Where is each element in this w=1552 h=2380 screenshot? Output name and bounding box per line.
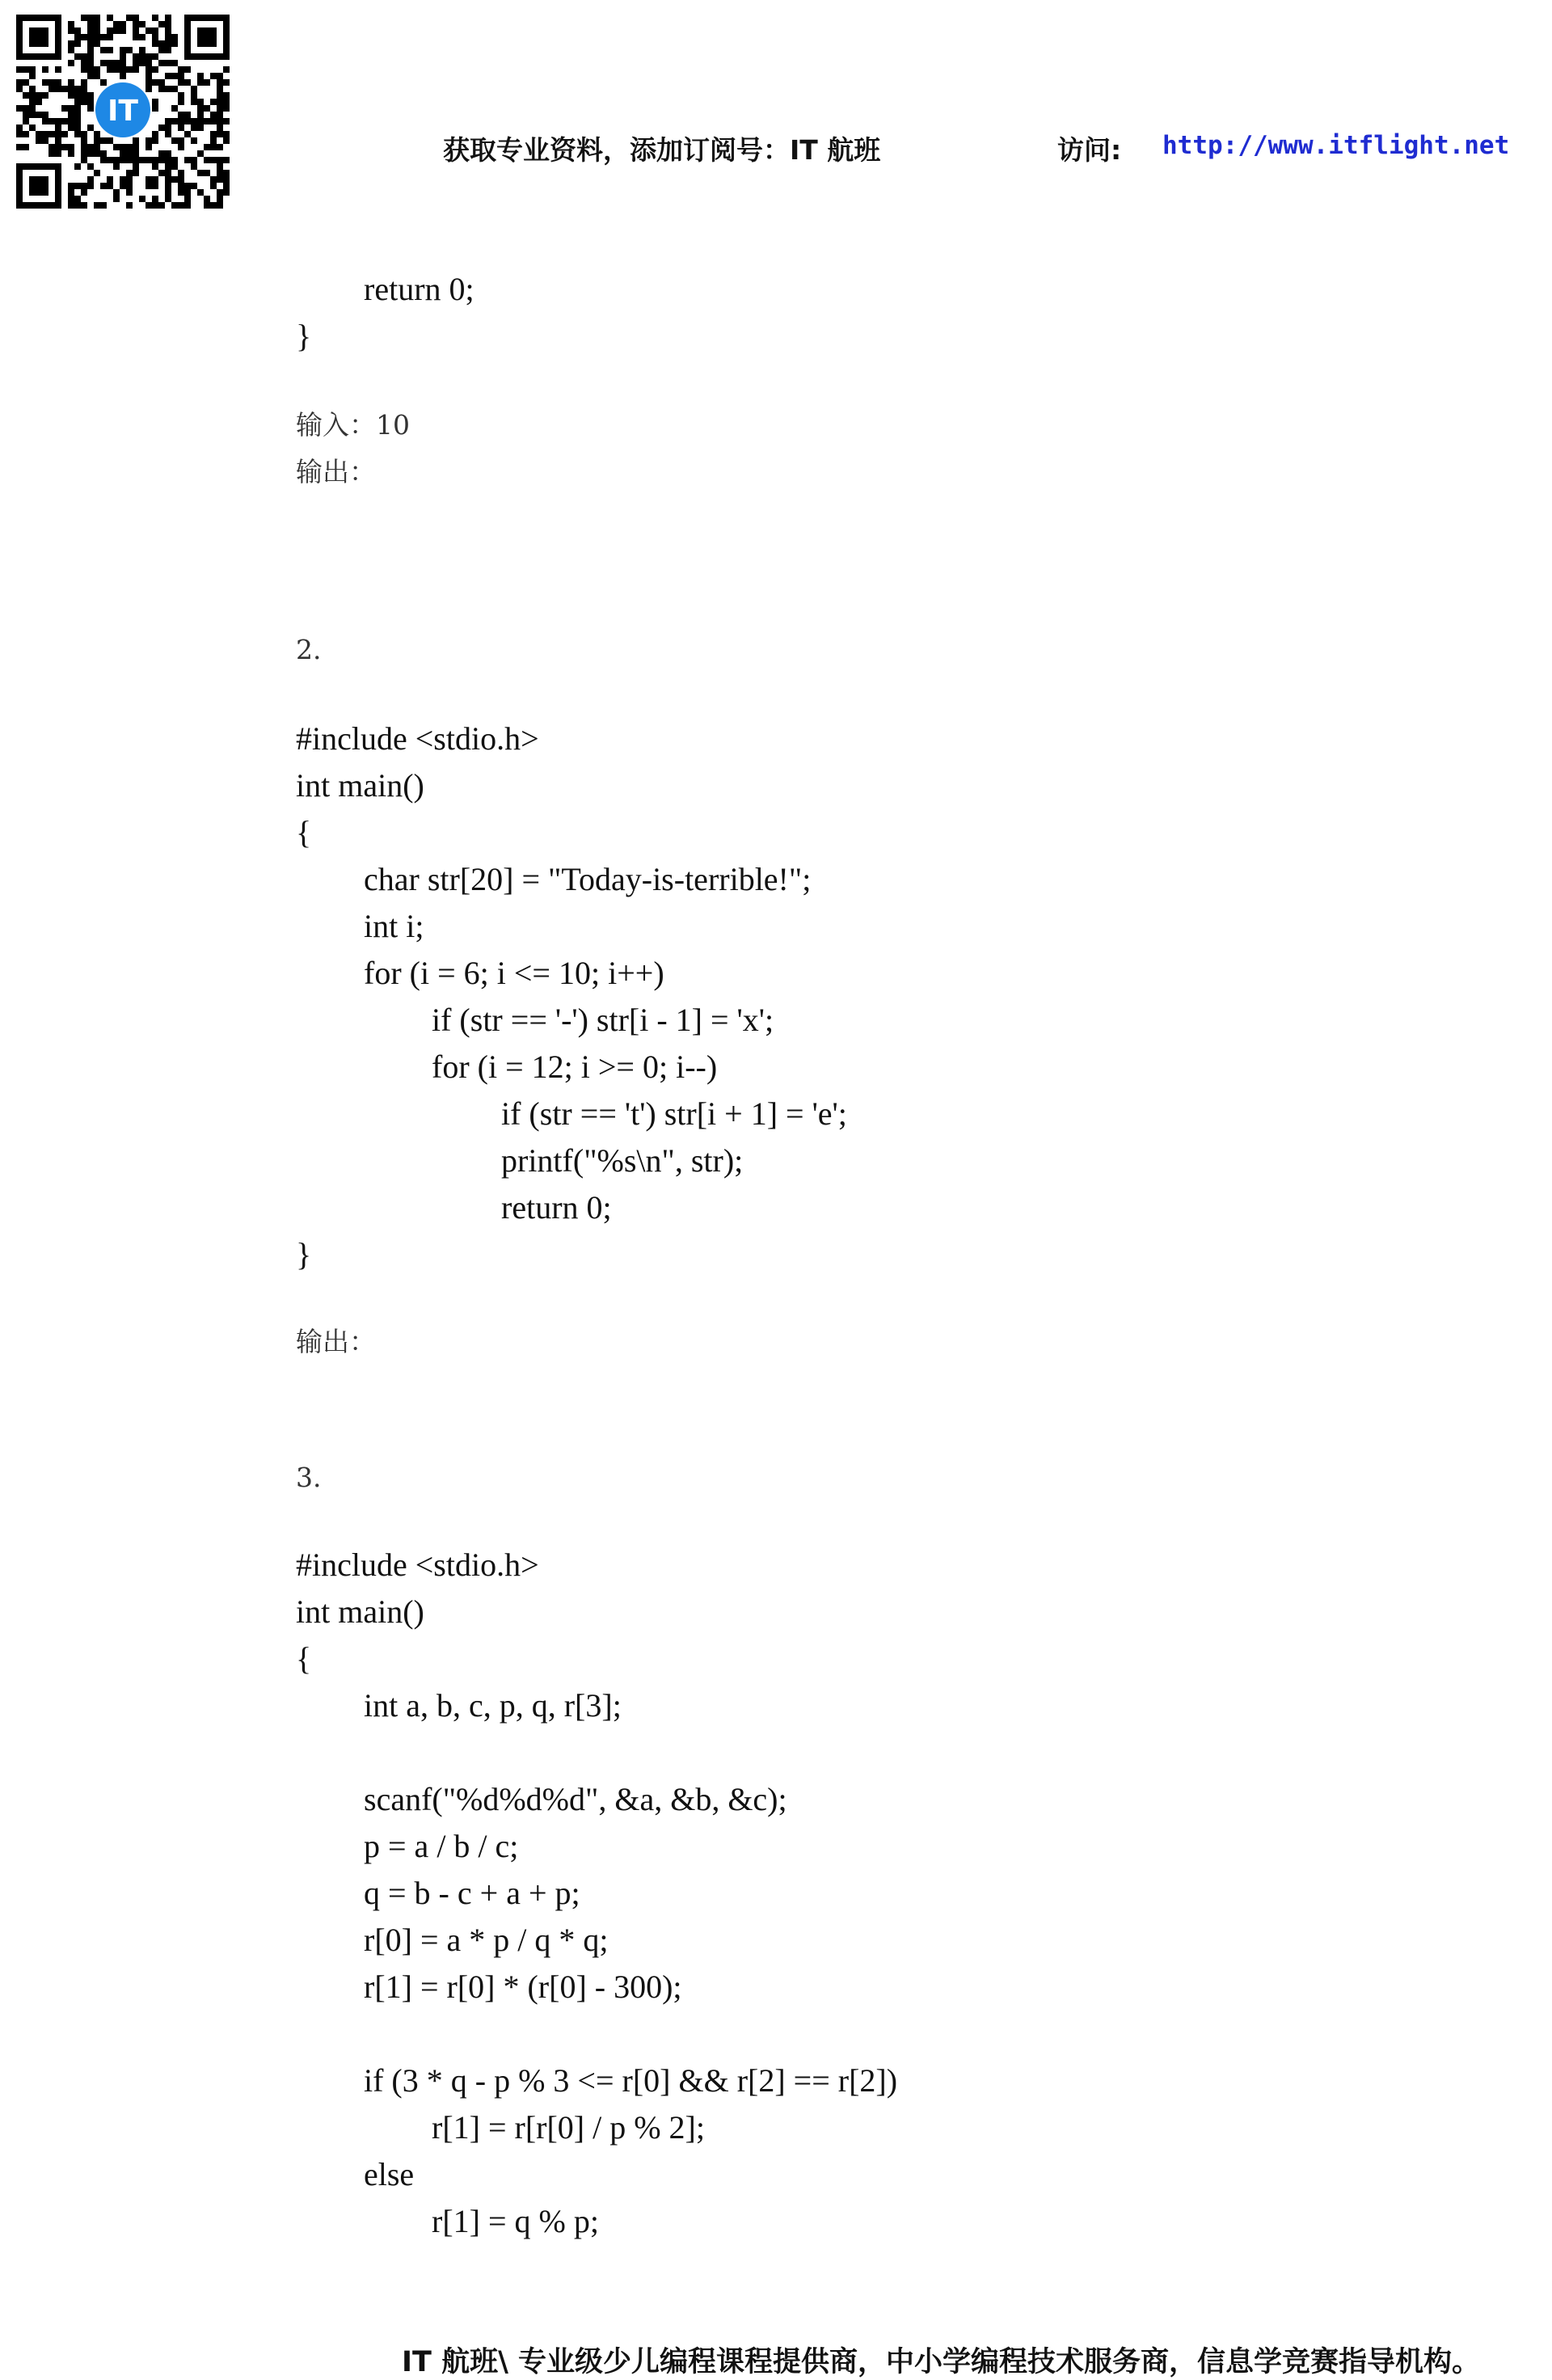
- footer-text: IT 航班\ 专业级少儿编程课程提供商，中小学编程技术服务商，信息学竞赛指导机构。: [402, 2346, 1481, 2378]
- code-line: int a, b, c, p, q, r[3];: [364, 1687, 622, 1724]
- code-line: }: [296, 1236, 312, 1272]
- code-line: }: [296, 318, 312, 354]
- qr-logo-text: IT: [108, 95, 138, 128]
- code-line: #include <stdio.h>: [296, 720, 539, 757]
- code-line: return 0;: [364, 271, 474, 307]
- output-label: 输出：: [296, 1326, 376, 1357]
- output-label: 输出：: [296, 456, 376, 487]
- code-line: r[1] = r[r[0] / p % 2];: [432, 2109, 705, 2146]
- header-visit-label: 访问:: [1057, 134, 1122, 166]
- input-label: 输入：10: [296, 409, 410, 441]
- code-line: r[0] = a * p / q * q;: [364, 1922, 609, 1958]
- code-line: {: [296, 814, 312, 850]
- header-url-link[interactable]: http://www.itflight.net: [1162, 131, 1510, 160]
- code-line: int main(): [296, 767, 424, 804]
- code-line: else: [364, 2156, 415, 2192]
- code-line: for (i = 12; i >= 0; i--): [432, 1049, 718, 1085]
- code-line: int i;: [364, 908, 424, 944]
- code-line: if (3 * q - p % 3 <= r[0] && r[2] == r[2]): [364, 2062, 898, 2099]
- code-line: char str[20] = "Today-is-terrible!";: [364, 861, 812, 897]
- code-line: return 0;: [501, 1189, 612, 1226]
- code-line: scanf("%d%d%d", &a, &b, &c);: [364, 1781, 787, 1817]
- code-line: q = b - c + a + p;: [364, 1875, 580, 1911]
- code-line: r[1] = q % p;: [432, 2203, 599, 2239]
- code-line: if (str == '-') str[i - 1] = 'x';: [432, 1002, 774, 1038]
- header-subscribe-text: 获取专业资料，添加订阅号：IT 航班: [443, 134, 881, 166]
- code-line: #include <stdio.h>: [296, 1547, 539, 1583]
- code-line: for (i = 6; i <= 10; i++): [364, 955, 664, 991]
- code-line: {: [296, 1640, 312, 1677]
- question-number-2: 2.: [296, 634, 322, 665]
- code-line: if (str == 't') str[i + 1] = 'e';: [501, 1095, 847, 1132]
- code-line: int main(): [296, 1593, 424, 1630]
- code-line: printf("%s\n", str);: [501, 1142, 744, 1179]
- qr-code-image: [16, 15, 230, 209]
- code-line: r[1] = r[0] * (r[0] - 300);: [364, 1969, 682, 2005]
- code-line: p = a / b / c;: [364, 1828, 519, 1864]
- question-number-3: 3.: [296, 1462, 322, 1493]
